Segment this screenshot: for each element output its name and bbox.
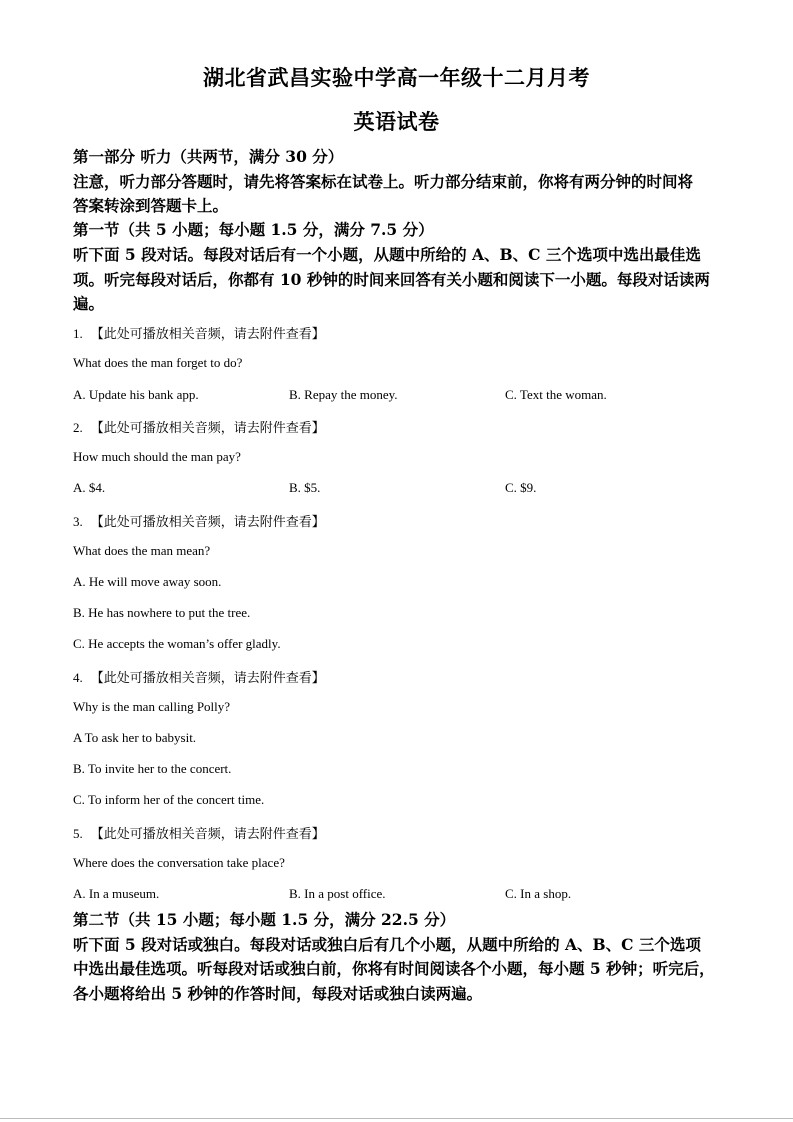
- question-5-header: [73, 823, 325, 842]
- exam-subtitle: 英语试卷: [353, 109, 440, 134]
- question-3-option-b: B. He has nowhere to put the tree.: [73, 605, 251, 620]
- page-bottom-divider: [0, 1118, 793, 1119]
- question-3-header: [73, 511, 325, 530]
- section2-instruction-line-1: 听下面 5 段对话或独白。每段对话或独白后有几个小题，从题中所给的 A、B、C 三个选项: [73, 935, 701, 954]
- question-3-number: 3.: [73, 514, 83, 529]
- section1-instruction-line-3: 遍。: [73, 294, 105, 313]
- question-5-option-b: B. In a post office.: [289, 886, 386, 901]
- question-4-number: 4.: [73, 670, 83, 685]
- part1-heading: 第一部分 听力（共两节，满分 30 分）: [73, 147, 344, 166]
- question-4-option-a: A To ask her to babysit.: [73, 730, 197, 745]
- question-1-text: What does the man forget to do?: [73, 355, 243, 370]
- question-4-text: Why is the man calling Polly?: [73, 699, 231, 714]
- question-2-audio-note[interactable]: 【此处可播放相关音频，请去附件查看】: [90, 421, 325, 436]
- section2-heading: 第二节（共 15 小题；每小题 1.5 分，满分 22.5 分）: [73, 910, 456, 929]
- question-5-text: Where does the conversation take place?: [73, 855, 285, 870]
- question-2-option-a: A. $4.: [73, 480, 106, 495]
- question-1-number: 1.: [73, 326, 83, 341]
- question-3-option-a: A. He will move away soon.: [73, 574, 222, 589]
- question-4-audio-note[interactable]: 【此处可播放相关音频，请去附件查看】: [90, 671, 325, 686]
- question-2-header: [73, 417, 325, 436]
- question-5-number: 5.: [73, 826, 83, 841]
- question-5-audio-note[interactable]: 【此处可播放相关音频，请去附件查看】: [90, 827, 325, 842]
- section2-instruction-line-2: 中选出最佳选项。听每段对话或独白前，你将有时间阅读各个小题，每小题 5 秒钟；听完后，: [73, 959, 715, 978]
- notice-line-1: 注意，听力部分答题时，请先将答案标在试卷上。听力部分结束前，你将有两分钟的时间将: [73, 172, 694, 191]
- exam-title: 湖北省武昌实验中学高一年级十二月月考: [203, 65, 590, 90]
- notice-line-2: 答案转涂到答题卡上。: [73, 196, 229, 215]
- question-1-header: [73, 323, 325, 342]
- question-1-option-b: B. Repay the money.: [289, 387, 398, 402]
- section1-heading: 第一节（共 5 小题；每小题 1.5 分，满分 7.5 分）: [73, 220, 434, 239]
- question-3-option-c: C. He accepts the woman’s offer gladly.: [73, 636, 281, 651]
- question-2-option-c: C. $9.: [505, 480, 537, 495]
- question-3-audio-note[interactable]: 【此处可播放相关音频，请去附件查看】: [90, 515, 325, 530]
- question-2-option-b: B. $5.: [289, 480, 321, 495]
- question-4-option-c: C. To inform her of the concert time.: [73, 792, 265, 807]
- question-1-option-a: A. Update his bank app.: [73, 387, 199, 402]
- section1-instruction-line-1: 听下面 5 段对话。每段对话后有一个小题，从题中所给的 A、B、C 三个选项中选出最佳选: [73, 245, 701, 264]
- question-5-option-a: A. In a museum.: [73, 886, 160, 901]
- question-2-number: 2.: [73, 420, 83, 435]
- question-4-header: [73, 667, 325, 686]
- question-1-option-c: C. Text the woman.: [505, 387, 607, 402]
- question-3-text: What does the man mean?: [73, 543, 211, 558]
- question-4-option-b: B. To invite her to the concert.: [73, 761, 232, 776]
- question-5-option-c: C. In a shop.: [505, 886, 572, 901]
- section2-instruction-line-3: 各小题将给出 5 秒钟的作答时间，每段对话或独白读两遍。: [73, 984, 483, 1003]
- section1-instruction-line-2: 项。听完每段对话后，你都有 10 秒钟的时间来回答有关小题和阅读下一小题。每段对话读两: [73, 270, 710, 289]
- question-1-audio-note[interactable]: 【此处可播放相关音频，请去附件查看】: [90, 327, 325, 342]
- question-2-text: How much should the man pay?: [73, 449, 241, 464]
